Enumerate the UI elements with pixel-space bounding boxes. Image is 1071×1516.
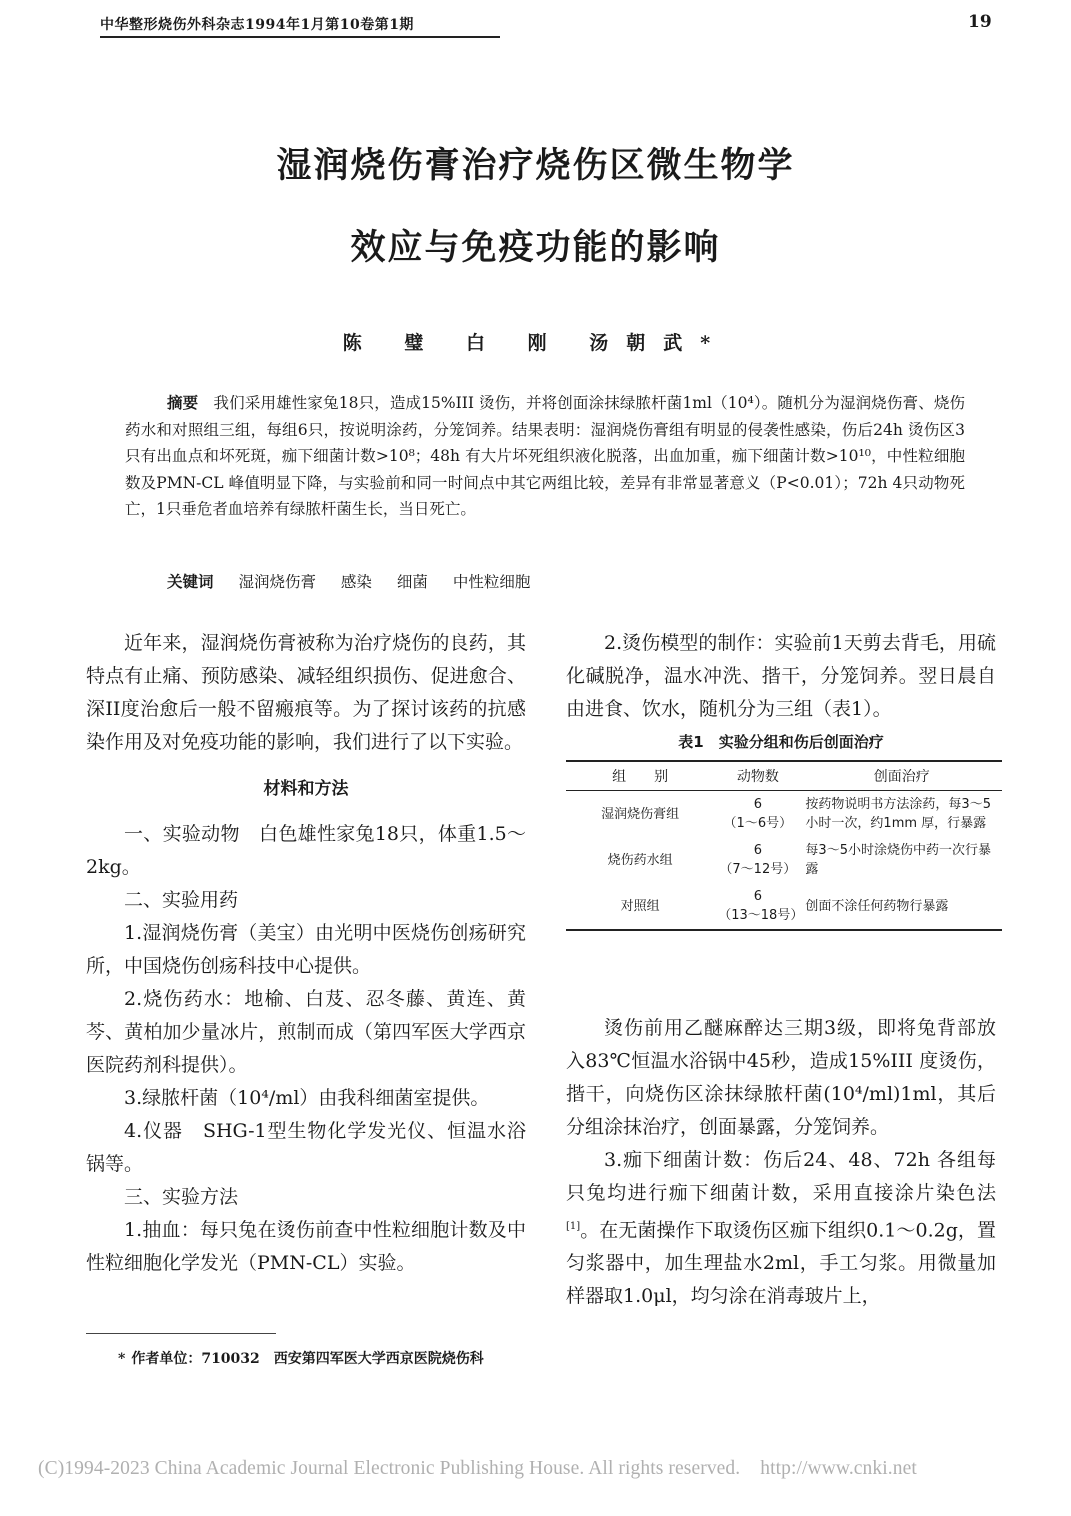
- article-title-line-2: 效应与免疫功能的影响: [350, 227, 721, 268]
- table-cell-count: [714, 883, 804, 930]
- animal-count: 6: [753, 889, 762, 904]
- article-title-line-1: 湿润烧伤膏治疗烧伤区微生物学: [276, 145, 795, 186]
- footnote-text: 作者单位：710032 西安第四军医大学西京医院烧伤科: [131, 1351, 484, 1367]
- copyright-url[interactable]: http://www.cnki.net: [760, 1458, 917, 1479]
- paragraph: 3.绿脓杆菌（10⁴/ml）由我科细菌室提供。: [124, 1087, 490, 1109]
- paragraph: 一、实验动物 白色雄性家兔18只，体重1.5～2kg。: [86, 823, 526, 878]
- table-cell-treatment: 每3～5小时涂烧伤中药一次行暴露: [805, 843, 991, 877]
- keyword: 湿润烧伤膏: [238, 573, 316, 591]
- table-cell-count: [714, 837, 801, 883]
- abstract: [125, 390, 965, 523]
- table-caption: 表1 实验分组和伤后创面治疗: [678, 733, 884, 751]
- intro-paragraph: 近年来，湿润烧伤膏被称为治疗烧伤的良药，其特点有止痛、预防感染、减轻组织损伤、促进愈合、深II度治愈后一般不留瘢痕等。为了探讨该药的抗感染作用及对免疫功能的影响，我们进行了以下实验。: [86, 632, 526, 753]
- animal-range: （1～6号）: [723, 816, 793, 831]
- paragraph: 2.烧伤药水：地榆、白芨、忍冬藤、黄连、黄芩、黄柏加少量冰片，煎制而成（第四军医大学西京医院药剂科提供）。: [86, 988, 526, 1076]
- paragraph: 1.抽血：每只兔在烫伤前查中性粒细胞计数及中性粒细胞化学发光（PMN-CL）实验。: [86, 1219, 526, 1274]
- paragraph: 4.仪器 SHG-1型生物化学发光仪、恒温水浴锅等。: [86, 1120, 526, 1175]
- paragraph: 二、实验用药: [124, 889, 239, 911]
- paragraph: 2.烫伤模型的制作：实验前1天剪去背毛，用硫化碱脱净，温水冲洗、揩干，分笼饲养。翌日晨自由进食、饮水，随机分为三组（表1）。: [566, 632, 996, 720]
- paragraph: 三、实验方法: [124, 1186, 239, 1208]
- citation-ref[interactable]: [1]: [566, 1221, 581, 1232]
- keywords: [167, 570, 530, 592]
- table-cell-count: [714, 791, 801, 838]
- table-header-row: [566, 761, 1002, 791]
- table-header-cell: 组 别: [566, 761, 714, 791]
- footnote-mark: *: [118, 1351, 126, 1367]
- table-row: [566, 837, 1002, 883]
- animal-count: 6: [753, 843, 762, 858]
- keyword: 感染: [340, 573, 372, 591]
- footnote-divider: [86, 1333, 276, 1334]
- abstract-text: 我们采用雄性家兔18只，造成15%III 烫伤，并将创面涂抹绿脓杆菌1ml（10⁴）。随机分为湿润烧伤膏、烧伤药水和对照组三组，每组6只，按说明涂药，分笼饲养。结果表明：湿润烧伤膏组有明显的侵袭性感染，伤后24h 烫伤区3只有出血点和坏死斑，痂下细菌计数>10⁸；48h 有大片坏死组织液化脱落，出血加重，痂下细菌计数>10¹⁰，中性粒细胞数及PMN-CL 峰值明显下降，与实验前和同一时间点中其它两组比较，差异有非常显著意义（P<0.01）；72h 4只动物死亡，1只垂危者血培养有绿脓杆菌生长，当日死亡。: [125, 394, 965, 518]
- table-header-cell: 创面治疗: [801, 761, 1002, 791]
- copyright-watermark: [38, 1458, 917, 1480]
- paragraph-text: 。在无菌操作下取烫伤区痂下组织0.1～0.2g，置匀浆器中，加生理盐水2ml，手工匀浆。用微量加样器取1.0μl，均匀涂在消毒玻片上，: [566, 1219, 996, 1308]
- keyword: 细菌: [396, 573, 428, 591]
- table-cell-group: 对照组: [620, 898, 660, 914]
- table-header-cell: 动物数: [714, 761, 801, 791]
- running-head: 中华整形烧伤外科杂志1994年1月第10卷第1期: [100, 14, 500, 38]
- body-right-column-bottom: [566, 1012, 996, 1313]
- section-title: 材料和方法: [263, 779, 349, 799]
- animal-count: 6: [753, 797, 762, 812]
- table-cell-treatment: 创面不涂任何药物行暴露: [805, 898, 949, 914]
- table-cell-group: 湿润烧伤膏组: [601, 806, 680, 822]
- animal-range: （13～18号）: [718, 908, 804, 923]
- page-number: 19: [968, 12, 992, 32]
- body-right-column-top: [566, 627, 996, 726]
- footnote: [118, 1348, 484, 1368]
- table-1: [566, 760, 1002, 931]
- keyword: 中性粒细胞: [452, 573, 531, 591]
- table-row: [566, 791, 1002, 838]
- table-cell-group: 烧伤药水组: [607, 852, 673, 868]
- paragraph: [566, 1144, 996, 1313]
- abstract-label: 摘要: [167, 394, 199, 412]
- paragraph: 烫伤前用乙醚麻醉达三期3级，即将兔背部放入83℃恒温水浴锅中45秒，造成15%III 度烫伤，揩干，向烧伤区涂抹绿脓杆菌(10⁴/ml)1ml，其后分组涂抹治疗，创面暴露，分笼饲养。: [566, 1017, 996, 1138]
- paragraph-text: 3.痂下细菌计数：伤后24、48、72h 各组每只兔均进行痂下细菌计数，采用直接涂片染色法: [566, 1149, 996, 1204]
- body-left-column: [86, 627, 526, 1280]
- table-cell-treatment: 按药物说明书方法涂药，每3～5小时一次，约1mm 厚，行暴露: [805, 797, 991, 831]
- authors: 陈 璧 白 刚 汤朝武*: [342, 332, 729, 354]
- copyright-text: (C)1994-2023 China Academic Journal Electronic Publishing House. All rights reserved.: [38, 1458, 741, 1479]
- keywords-label: 关键词: [167, 573, 214, 591]
- paragraph: 1.湿润烧伤膏（美宝）由光明中医烧伤创疡研究所，中国烧伤创疡科技中心提供。: [86, 922, 526, 977]
- animal-range: （7～12号）: [719, 862, 797, 877]
- table-row: [566, 883, 1002, 930]
